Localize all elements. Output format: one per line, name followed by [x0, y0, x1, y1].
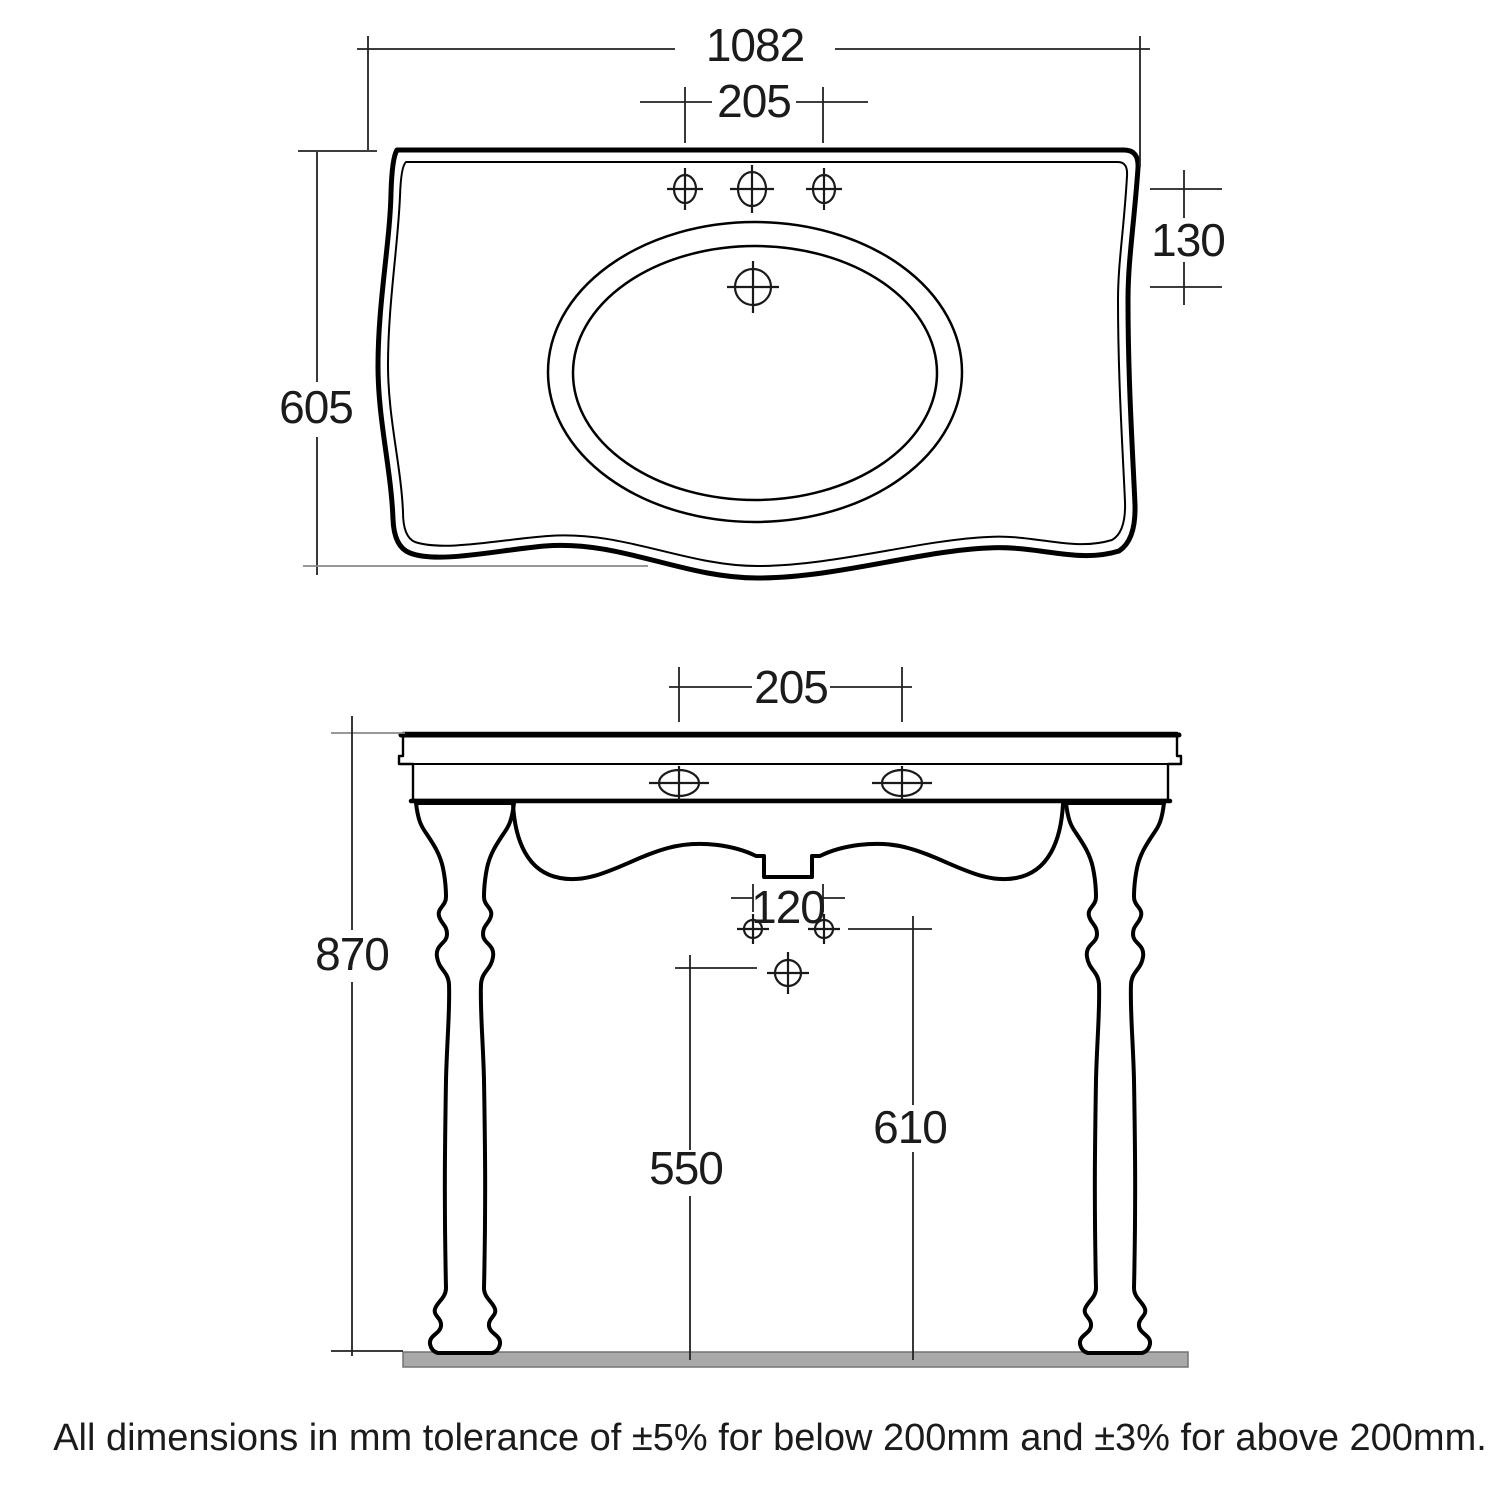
worktop-outline — [399, 733, 1181, 800]
dim-drain-height-label: 550 — [649, 1142, 723, 1194]
dim-side-hole-height-label: 610 — [873, 1101, 947, 1153]
dim-overall-depth-label: 605 — [279, 381, 353, 433]
dim-overall-height-label: 870 — [315, 928, 389, 980]
floor-bar — [403, 1352, 1188, 1367]
dim-tap-drain-offset-label: 130 — [1151, 214, 1225, 266]
dim-fixing-spacing-label: 120 — [751, 881, 825, 933]
dim-tap-spacing-plan-label: 205 — [717, 75, 791, 127]
dim-overall-width-label: 1082 — [705, 19, 805, 71]
tolerance-note: All dimensions in mm tolerance of ±5% for below 200mm and ±3% for above 200mm. — [53, 1417, 1487, 1459]
basin-outline-outer — [378, 150, 1138, 578]
dim-tap-spacing-front-label: 205 — [754, 661, 828, 713]
